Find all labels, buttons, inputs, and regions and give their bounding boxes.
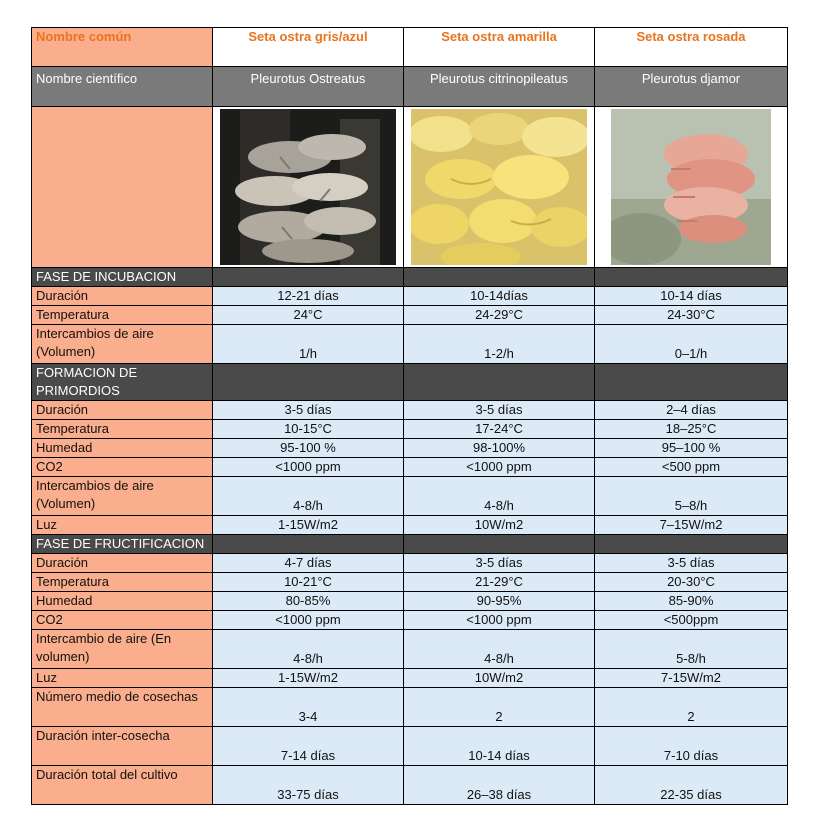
- species-header-pink: Seta ostra rosada: [595, 28, 788, 67]
- parameter-label: Intercambios de aire (Volumen): [32, 477, 213, 516]
- parameter-value: 24-30°C: [595, 306, 788, 325]
- parameter-value: 24-29°C: [404, 306, 595, 325]
- parameter-row: [32, 669, 788, 688]
- scientific-name-label: Nombre científico: [32, 67, 213, 107]
- parameter-value: 4-8/h: [213, 477, 404, 516]
- common-name-label: Nombre común: [32, 28, 213, 67]
- parameter-label: Temperatura: [32, 420, 213, 439]
- common-name-row: [32, 28, 788, 67]
- parameter-value: 7-10 días: [595, 727, 788, 766]
- parameter-row: [32, 439, 788, 458]
- parameter-value: 5–8/h: [595, 477, 788, 516]
- parameter-value: 17-24°C: [404, 420, 595, 439]
- parameter-label: Duración: [32, 554, 213, 573]
- parameter-value: 5-8/h: [595, 630, 788, 669]
- parameter-value: 24°C: [213, 306, 404, 325]
- parameter-row: [32, 688, 788, 727]
- cultivation-table-container: [31, 27, 787, 805]
- parameter-value: 1-15W/m2: [213, 516, 404, 535]
- parameter-label: Duración total del cultivo: [32, 766, 213, 805]
- pink-oyster-mushroom-photo: [611, 109, 771, 265]
- phase-header-empty-cell: [595, 535, 788, 554]
- parameter-value: 7–15W/m2: [595, 516, 788, 535]
- phase-header-empty-cell: [213, 535, 404, 554]
- parameter-value: 1-15W/m2: [213, 669, 404, 688]
- parameter-value: 21-29°C: [404, 573, 595, 592]
- parameter-label: Luz: [32, 669, 213, 688]
- species-header-yellow: Seta ostra amarilla: [404, 28, 595, 67]
- parameter-value: 26–38 días: [404, 766, 595, 805]
- phase-title: FASE DE INCUBACION: [32, 268, 213, 287]
- phase-sections: [32, 268, 788, 805]
- parameter-value: <500 ppm: [595, 458, 788, 477]
- photo-cell-grey: [213, 107, 404, 268]
- parameter-value: 3-4: [213, 688, 404, 727]
- parameter-value: 10-14 días: [595, 287, 788, 306]
- parameter-label: Humedad: [32, 592, 213, 611]
- parameter-value: 3-5 días: [404, 554, 595, 573]
- parameter-row: [32, 592, 788, 611]
- parameter-value: 10W/m2: [404, 669, 595, 688]
- parameter-label: Duración inter-cosecha: [32, 727, 213, 766]
- parameter-row: [32, 727, 788, 766]
- parameter-value: 7-14 días: [213, 727, 404, 766]
- species-header-grey: Seta ostra gris/azul: [213, 28, 404, 67]
- phase-header-empty-cell: [595, 364, 788, 401]
- phase-header-empty-cell: [404, 268, 595, 287]
- parameter-row: [32, 516, 788, 535]
- phase-header-row: [32, 364, 788, 401]
- parameter-value: 1-2/h: [404, 325, 595, 364]
- parameter-value: 2: [404, 688, 595, 727]
- parameter-row: [32, 611, 788, 630]
- parameter-value: 10-14 días: [404, 727, 595, 766]
- phase-header-empty-cell: [404, 535, 595, 554]
- parameter-label: Intercambios de aire (Volumen): [32, 325, 213, 364]
- scientific-name-pink: Pleurotus djamor: [595, 67, 788, 107]
- parameter-value: 2–4 días: [595, 401, 788, 420]
- parameter-label: CO2: [32, 458, 213, 477]
- parameter-label: Temperatura: [32, 306, 213, 325]
- phase-header-empty-cell: [595, 268, 788, 287]
- parameter-value: 4-8/h: [404, 630, 595, 669]
- parameter-label: Temperatura: [32, 573, 213, 592]
- photo-row: [32, 107, 788, 268]
- parameter-value: 4-8/h: [404, 477, 595, 516]
- parameter-value: 10-21°C: [213, 573, 404, 592]
- parameter-row: [32, 477, 788, 516]
- parameter-value: 4-7 días: [213, 554, 404, 573]
- parameter-value: 0–1/h: [595, 325, 788, 364]
- parameter-value: 22-35 días: [595, 766, 788, 805]
- parameter-label: Duración: [32, 287, 213, 306]
- parameter-value: 2: [595, 688, 788, 727]
- parameter-value: 33-75 días: [213, 766, 404, 805]
- parameter-value: 7-15W/m2: [595, 669, 788, 688]
- parameter-row: [32, 287, 788, 306]
- parameter-value: 20-30°C: [595, 573, 788, 592]
- parameter-value: 80-85%: [213, 592, 404, 611]
- parameter-label: Luz: [32, 516, 213, 535]
- parameter-value: 95–100 %: [595, 439, 788, 458]
- phase-title: FORMACION DE PRIMORDIOS: [32, 364, 213, 401]
- phase-header-row: [32, 268, 788, 287]
- parameter-label: Humedad: [32, 439, 213, 458]
- parameter-value: 10-14días: [404, 287, 595, 306]
- parameter-row: [32, 554, 788, 573]
- parameter-value: 12-21 días: [213, 287, 404, 306]
- parameter-row: [32, 630, 788, 669]
- phase-header-empty-cell: [404, 364, 595, 401]
- parameter-label: CO2: [32, 611, 213, 630]
- scientific-name-row: [32, 67, 788, 107]
- parameter-value: 10-15°C: [213, 420, 404, 439]
- parameter-value: 95-100 %: [213, 439, 404, 458]
- parameter-value: <1000 ppm: [213, 611, 404, 630]
- photo-cell-yellow: [404, 107, 595, 268]
- parameter-row: [32, 401, 788, 420]
- phase-header-empty-cell: [213, 268, 404, 287]
- parameter-row: [32, 325, 788, 364]
- parameter-value: 85-90%: [595, 592, 788, 611]
- parameter-value: 18–25°C: [595, 420, 788, 439]
- parameter-value: <1000 ppm: [404, 611, 595, 630]
- parameter-value: 1/h: [213, 325, 404, 364]
- parameter-value: <500ppm: [595, 611, 788, 630]
- parameter-label: Duración: [32, 401, 213, 420]
- photo-cell-pink: [595, 107, 788, 268]
- parameter-row: [32, 420, 788, 439]
- parameter-value: <1000 ppm: [213, 458, 404, 477]
- scientific-name-yellow: Pleurotus citrinopileatus: [404, 67, 595, 107]
- scientific-name-grey: Pleurotus Ostreatus: [213, 67, 404, 107]
- parameter-row: [32, 766, 788, 805]
- parameter-row: [32, 306, 788, 325]
- phase-header-row: [32, 535, 788, 554]
- grey-oyster-mushroom-photo: [220, 109, 396, 265]
- parameter-value: 10W/m2: [404, 516, 595, 535]
- parameter-value: 90-95%: [404, 592, 595, 611]
- parameter-row: [32, 458, 788, 477]
- parameter-value: 3-5 días: [595, 554, 788, 573]
- phase-header-empty-cell: [213, 364, 404, 401]
- parameter-value: <1000 ppm: [404, 458, 595, 477]
- parameter-value: 3-5 días: [213, 401, 404, 420]
- parameter-label: Intercambio de aire (En volumen): [32, 630, 213, 669]
- phase-title: FASE DE FRUCTIFICACION: [32, 535, 213, 554]
- parameter-label: Número medio de cosechas: [32, 688, 213, 727]
- parameter-value: 98-100%: [404, 439, 595, 458]
- mushroom-cultivation-table: [31, 27, 788, 805]
- yellow-oyster-mushroom-photo: [411, 109, 587, 265]
- parameter-value: 3-5 días: [404, 401, 595, 420]
- parameter-value: 4-8/h: [213, 630, 404, 669]
- photo-row-label-cell: [32, 107, 213, 268]
- parameter-row: [32, 573, 788, 592]
